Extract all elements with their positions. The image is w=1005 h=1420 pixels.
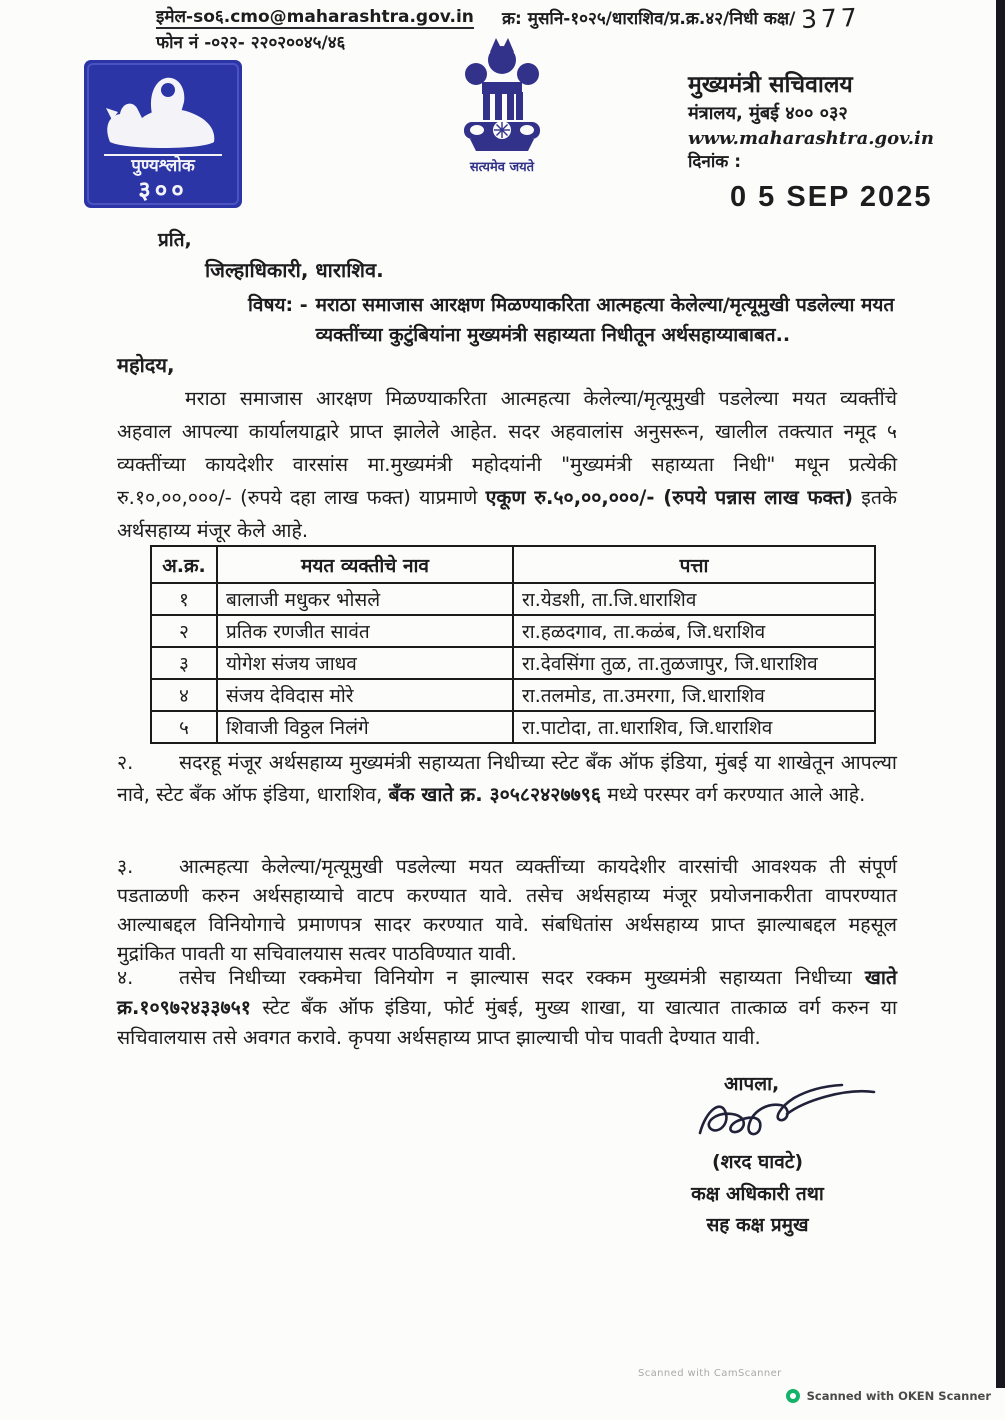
cell-address: रा.तलमोड, ता.उमरगा, जि.धाराशिव <box>513 679 875 711</box>
para2-number: २. <box>117 751 134 774</box>
punyashlok-300-stamp <box>82 58 244 210</box>
cell-name: प्रतिक रणजीत सावंत <box>217 615 513 647</box>
subject-text: मराठा समाजास आरक्षण मिळण्याकरिता आत्महत्या केलेल्या/मृत्यूमुखी पडलेल्या मयत व्यक्तींच्या कुटुंबियांना मुख्यमंत्री सहाय्यता निधीतून अर्थसहाय्याबाबत.. <box>315 294 895 346</box>
stamp-number-text: ३०० <box>138 176 188 204</box>
reference-number: क्र: मुसनि-१०२५/धाराशिव/प्र.क्र.४२/निधी कक्ष/ <box>502 9 796 29</box>
camscanner-watermark: Scanned with CamScanner <box>638 1368 782 1379</box>
beneficiary-table <box>150 545 876 744</box>
header-serial: अ.क्र. <box>151 546 217 583</box>
cell-name: शिवाजी विठ्ठल निलंगे <box>217 711 513 743</box>
salutation: महोदय, <box>117 353 175 377</box>
phone-text: फोन नं -०२२- २२०२००४५/४६ <box>156 33 346 53</box>
office-address: मंत्रालय, मुंबई ४०० ०३२ <box>688 102 848 124</box>
para2-text: सदरहू मंजूर अर्थसहाय्य मुख्यमंत्री सहाय्यता निधीच्या स्टेट बँक ऑफ इंडिया, मुंबई या शाखेतून आपल्या नावे, स्टेट बँक ऑफ इंडिया, धाराशिव, <box>117 751 897 806</box>
handwritten-signature <box>692 1078 887 1153</box>
cell-name: संजय देविदास मोरे <box>217 679 513 711</box>
oken-scanner-icon <box>786 1389 800 1403</box>
para1-text: मराठा समाजास आरक्षण मिळण्याकरिता आत्महत्या केलेल्या/मृत्यूमुखी पडलेल्या मयत व्यक्तींचे अहवाल आपल्या कार्यालयाद्वारे प्राप्त झालेले आहेत. सदर अहवालांस अनुसरून, खालील तक्त्यात नमूद ५ व्यक्तींच्या कायदेशीर वारसांस मा.मुख्यमंत्री महोदयांनी "मुख्यमंत्री सहाय्यता निधी" मधून प्रत्येकी रु.१०,००,०००/- (रुपये दहा लाख फक्त) याप्रमाणे <box>117 387 897 509</box>
office-website: www.maharashtra.gov.in <box>688 127 934 149</box>
signatory-name: (शरद घावटे) <box>711 1151 804 1173</box>
table-row <box>151 711 875 743</box>
reference-line <box>502 4 861 33</box>
cell-serial: ५ <box>151 711 217 743</box>
recipient-name: जिल्हाधिकारी, धाराशिव. <box>205 258 384 282</box>
table-row <box>151 615 875 647</box>
subject-block <box>248 290 908 350</box>
table-row <box>151 679 875 711</box>
signatory-title-2: सह कक्ष प्रमुख <box>706 1214 809 1236</box>
cell-address: रा.देवसिंगा तुळ, ता.तुळजापुर, जि.धाराशिव <box>513 647 875 679</box>
recipient-label: प्रति, <box>158 229 192 251</box>
cell-serial: १ <box>151 583 217 615</box>
cell-serial: ४ <box>151 679 217 711</box>
punyashlok-stamp-graphic <box>82 58 244 210</box>
national-emblem <box>446 30 558 188</box>
handwritten-outward-number: 377 <box>800 2 862 35</box>
stamp-label-text: पुण्यश्लोक <box>131 156 195 176</box>
contact-block <box>156 4 474 56</box>
cell-address: रा.पाटोदा, ता.धाराशिव, जि.धाराशिव <box>513 711 875 743</box>
para3-number: ३. <box>117 855 134 878</box>
email-text: इमेल-so६.cmo@maharashtra.gov.in <box>156 7 474 27</box>
cell-address: रा.हळदगाव, ता.कळंब, जि.धराशिव <box>513 615 875 647</box>
oken-watermark-text: Scanned with OKEN Scanner <box>806 1389 991 1403</box>
body-paragraph-1 <box>117 382 897 547</box>
para1-bold-amount: एकूण रु.५०,००,०००/- (रुपये पन्नास लाख फक्त) <box>485 486 854 509</box>
subject-label: विषय: - <box>248 294 308 316</box>
emblem-motto-text: सत्यमेव जयते <box>469 160 535 175</box>
para1-text-end: इतके अर्थसहाय्य मंजूर केले आहे. <box>117 486 897 542</box>
body-paragraph-2 <box>117 747 897 811</box>
para4-bold-account: खाते क्र.१०९७२४३३७५१ <box>117 966 897 1019</box>
signatory-title-1: कक्ष अधिकारी तथा <box>691 1183 824 1205</box>
cell-serial: २ <box>151 615 217 647</box>
body-paragraph-3 <box>117 852 897 968</box>
scan-edge-artifact <box>996 0 1005 1388</box>
ashoka-emblem-graphic <box>446 30 558 188</box>
oken-watermark <box>786 1389 991 1403</box>
cell-serial: ३ <box>151 647 217 679</box>
table-header-row <box>151 546 875 583</box>
para2-text-end: मध्ये परस्पर वर्ग करण्यात आले आहे. <box>601 783 866 806</box>
cell-name: योगेश संजय जाधव <box>217 647 513 679</box>
date-label: दिनांक : <box>688 152 742 173</box>
signature-graphic <box>692 1078 887 1153</box>
table-row <box>151 583 875 615</box>
closing-word: आपला, <box>724 1073 780 1095</box>
header-address: पत्ता <box>513 546 875 583</box>
office-title: मुख्यमंत्री सचिवालय <box>688 72 853 98</box>
para4-text: तसेच निधीच्या रक्कमेचा विनियोग न झाल्यास सदर रक्कम मुख्यमंत्री सहाय्यता निधीच्या <box>179 966 865 989</box>
para3-text: आत्महत्या केलेल्या/मृत्यूमुखी पडलेल्या मयत व्यक्तींच्या कायदेशीर वारसांची आवश्यक ती संपूर्ण पडताळणी करुन अर्थसहाय्याचे वाटप करण्यात यावे. तसेच अर्थसहाय्य मंजूर प्रयोजनाकरीता वापरण्यात आल्याबद्दल विनियोगाचे प्रमाणपत्र सादर करण्यात यावे. संबधितांस अर्थसहाय्य प्राप्त झाल्याबद्दल महसूल मुद्रांकित पावती या सचिवालयास सत्वर पाठविण्यात यावी. <box>117 855 897 965</box>
para4-text-end: स्टेट बँक ऑफ इंडिया, फोर्ट मुंबई, मुख्य शाखा, या खात्यात तात्काळ वर्ग करुन या सचिवालयास तसे अवगत करावे. कृपया अर्थसहाय्य प्राप्त झाल्याची पोच पावती देण्यात यावी. <box>117 996 897 1049</box>
office-block <box>688 70 934 217</box>
header-name: मयत व्यक्तीचे नाव <box>217 546 513 583</box>
cell-address: रा.येडशी, ता.जि.धाराशिव <box>513 583 875 615</box>
para4-number: ४. <box>117 966 134 989</box>
body-paragraph-4 <box>117 963 897 1053</box>
para2-bold-account: बँक खाते क्र. ३०५८२४२७७९६ <box>388 783 602 806</box>
table-row <box>151 647 875 679</box>
date-stamp: 0 5 SEP 2025 <box>730 180 933 213</box>
cell-name: बालाजी मधुकर भोसले <box>217 583 513 615</box>
